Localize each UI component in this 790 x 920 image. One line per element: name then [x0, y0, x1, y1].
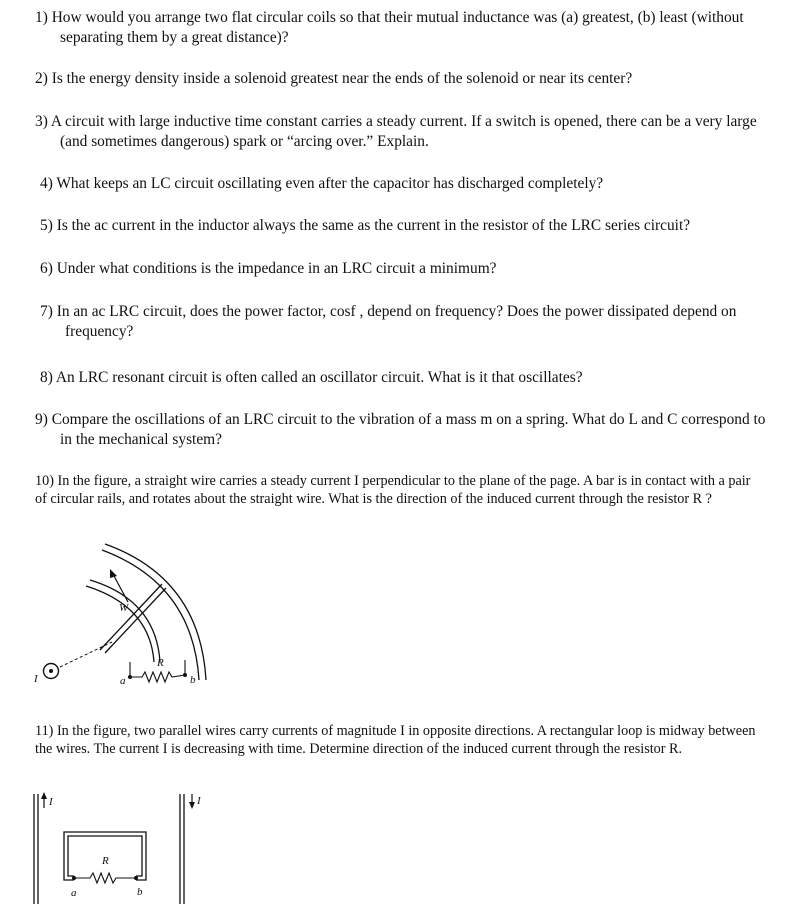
- terminal-a-dot: [72, 876, 76, 880]
- inner-rail-inner: [86, 586, 154, 662]
- question-text: In an ac LRC circuit, does the power factor, cosf , depend on frequency? Does the power dissipated depend on frequency?: [56, 303, 737, 340]
- question-9: [35, 410, 775, 450]
- question-text: How would you arrange two flat circular coils so that their mutual inductance was (a) greatest, (b) least (without separating them by a great distance)?: [51, 9, 744, 46]
- question-5: [40, 216, 780, 236]
- label-resistor: R: [102, 855, 109, 867]
- question-text: What keeps an LC circuit oscillating even after the capacitor has discharged completely?: [56, 175, 604, 192]
- terminal-a-dot: [128, 675, 132, 679]
- question-text: A circuit with large inductive time constant carries a steady current. If a switch is opened, there can be a very large (and sometimes dangerous) spark or “arcing over.” Explain.: [50, 113, 757, 150]
- label-bar: W: [119, 602, 129, 614]
- question-number: 3): [35, 113, 48, 130]
- rotation-arrow-head: [110, 569, 117, 578]
- question-number: 9): [35, 411, 48, 428]
- question-8: [40, 368, 780, 388]
- label-terminal-b: b: [190, 674, 196, 686]
- question-7: [40, 302, 780, 342]
- wire-current-dot: [49, 669, 53, 673]
- question-10: [35, 472, 765, 508]
- question-4: [40, 174, 780, 194]
- question-text: In the figure, two parallel wires carry currents of magnitude I in opposite directions. A rectangular loop is midway between the wires. The current I is decreasing with time. Determine direction of the induced current through the resistor R.: [35, 723, 756, 757]
- question-number: 4): [40, 175, 53, 192]
- terminal-b-dot: [134, 876, 138, 880]
- question-text: Is the ac current in the inductor always the same as the current in the resistor of the LRC series circuit?: [56, 217, 691, 234]
- label-current-left: I: [49, 796, 53, 808]
- rotation-arrow: [114, 576, 128, 602]
- question-text: An LRC resonant circuit is often called an oscillator circuit. What is it that oscillates?: [55, 369, 583, 386]
- label-current-right: I: [197, 795, 201, 807]
- right-current-arrow-head: [189, 802, 195, 809]
- label-current: I: [34, 673, 38, 685]
- question-text: In the figure, a straight wire carries a steady current I perpendicular to the plane of the page. A bar is in contact with a pair of circular rails, and rotates about the straight wire. What is the direction of the induced current through the resistor R ?: [35, 473, 751, 507]
- question-number: 2): [35, 70, 48, 87]
- terminal-b-dot: [183, 673, 187, 677]
- figure-rotating-bar: [30, 538, 250, 698]
- question-2: [35, 69, 775, 89]
- resistor-zigzag: [74, 873, 136, 883]
- label-resistor: R: [157, 657, 164, 669]
- rotating-bar: [100, 584, 162, 650]
- question-text: Is the energy density inside a solenoid greatest near the ends of the solenoid or near its center?: [51, 70, 633, 87]
- left-current-arrow-head: [41, 792, 47, 799]
- question-number: 6): [40, 260, 53, 277]
- resistor-zigzag: [130, 672, 185, 682]
- question-6: [40, 259, 780, 279]
- figure-parallel-wires: [30, 792, 230, 912]
- question-3: [35, 112, 775, 152]
- label-terminal-a: a: [71, 887, 77, 899]
- question-number: 10): [35, 473, 54, 489]
- question-text: Under what conditions is the impedance in an LRC circuit a minimum?: [56, 260, 497, 277]
- question-1: [35, 8, 775, 48]
- question-text: Compare the oscillations of an LRC circuit to the vibration of a mass m on a spring. What do L and C correspond to in the mechanical system?: [51, 411, 766, 448]
- question-number: 7): [40, 303, 53, 320]
- question-text: 1): [35, 9, 48, 26]
- question-number: 11): [35, 723, 54, 739]
- label-terminal-a: a: [120, 675, 126, 687]
- question-number: 5): [40, 217, 53, 234]
- label-terminal-b: b: [137, 886, 143, 898]
- question-11: [35, 722, 765, 758]
- question-number: 8): [40, 369, 53, 386]
